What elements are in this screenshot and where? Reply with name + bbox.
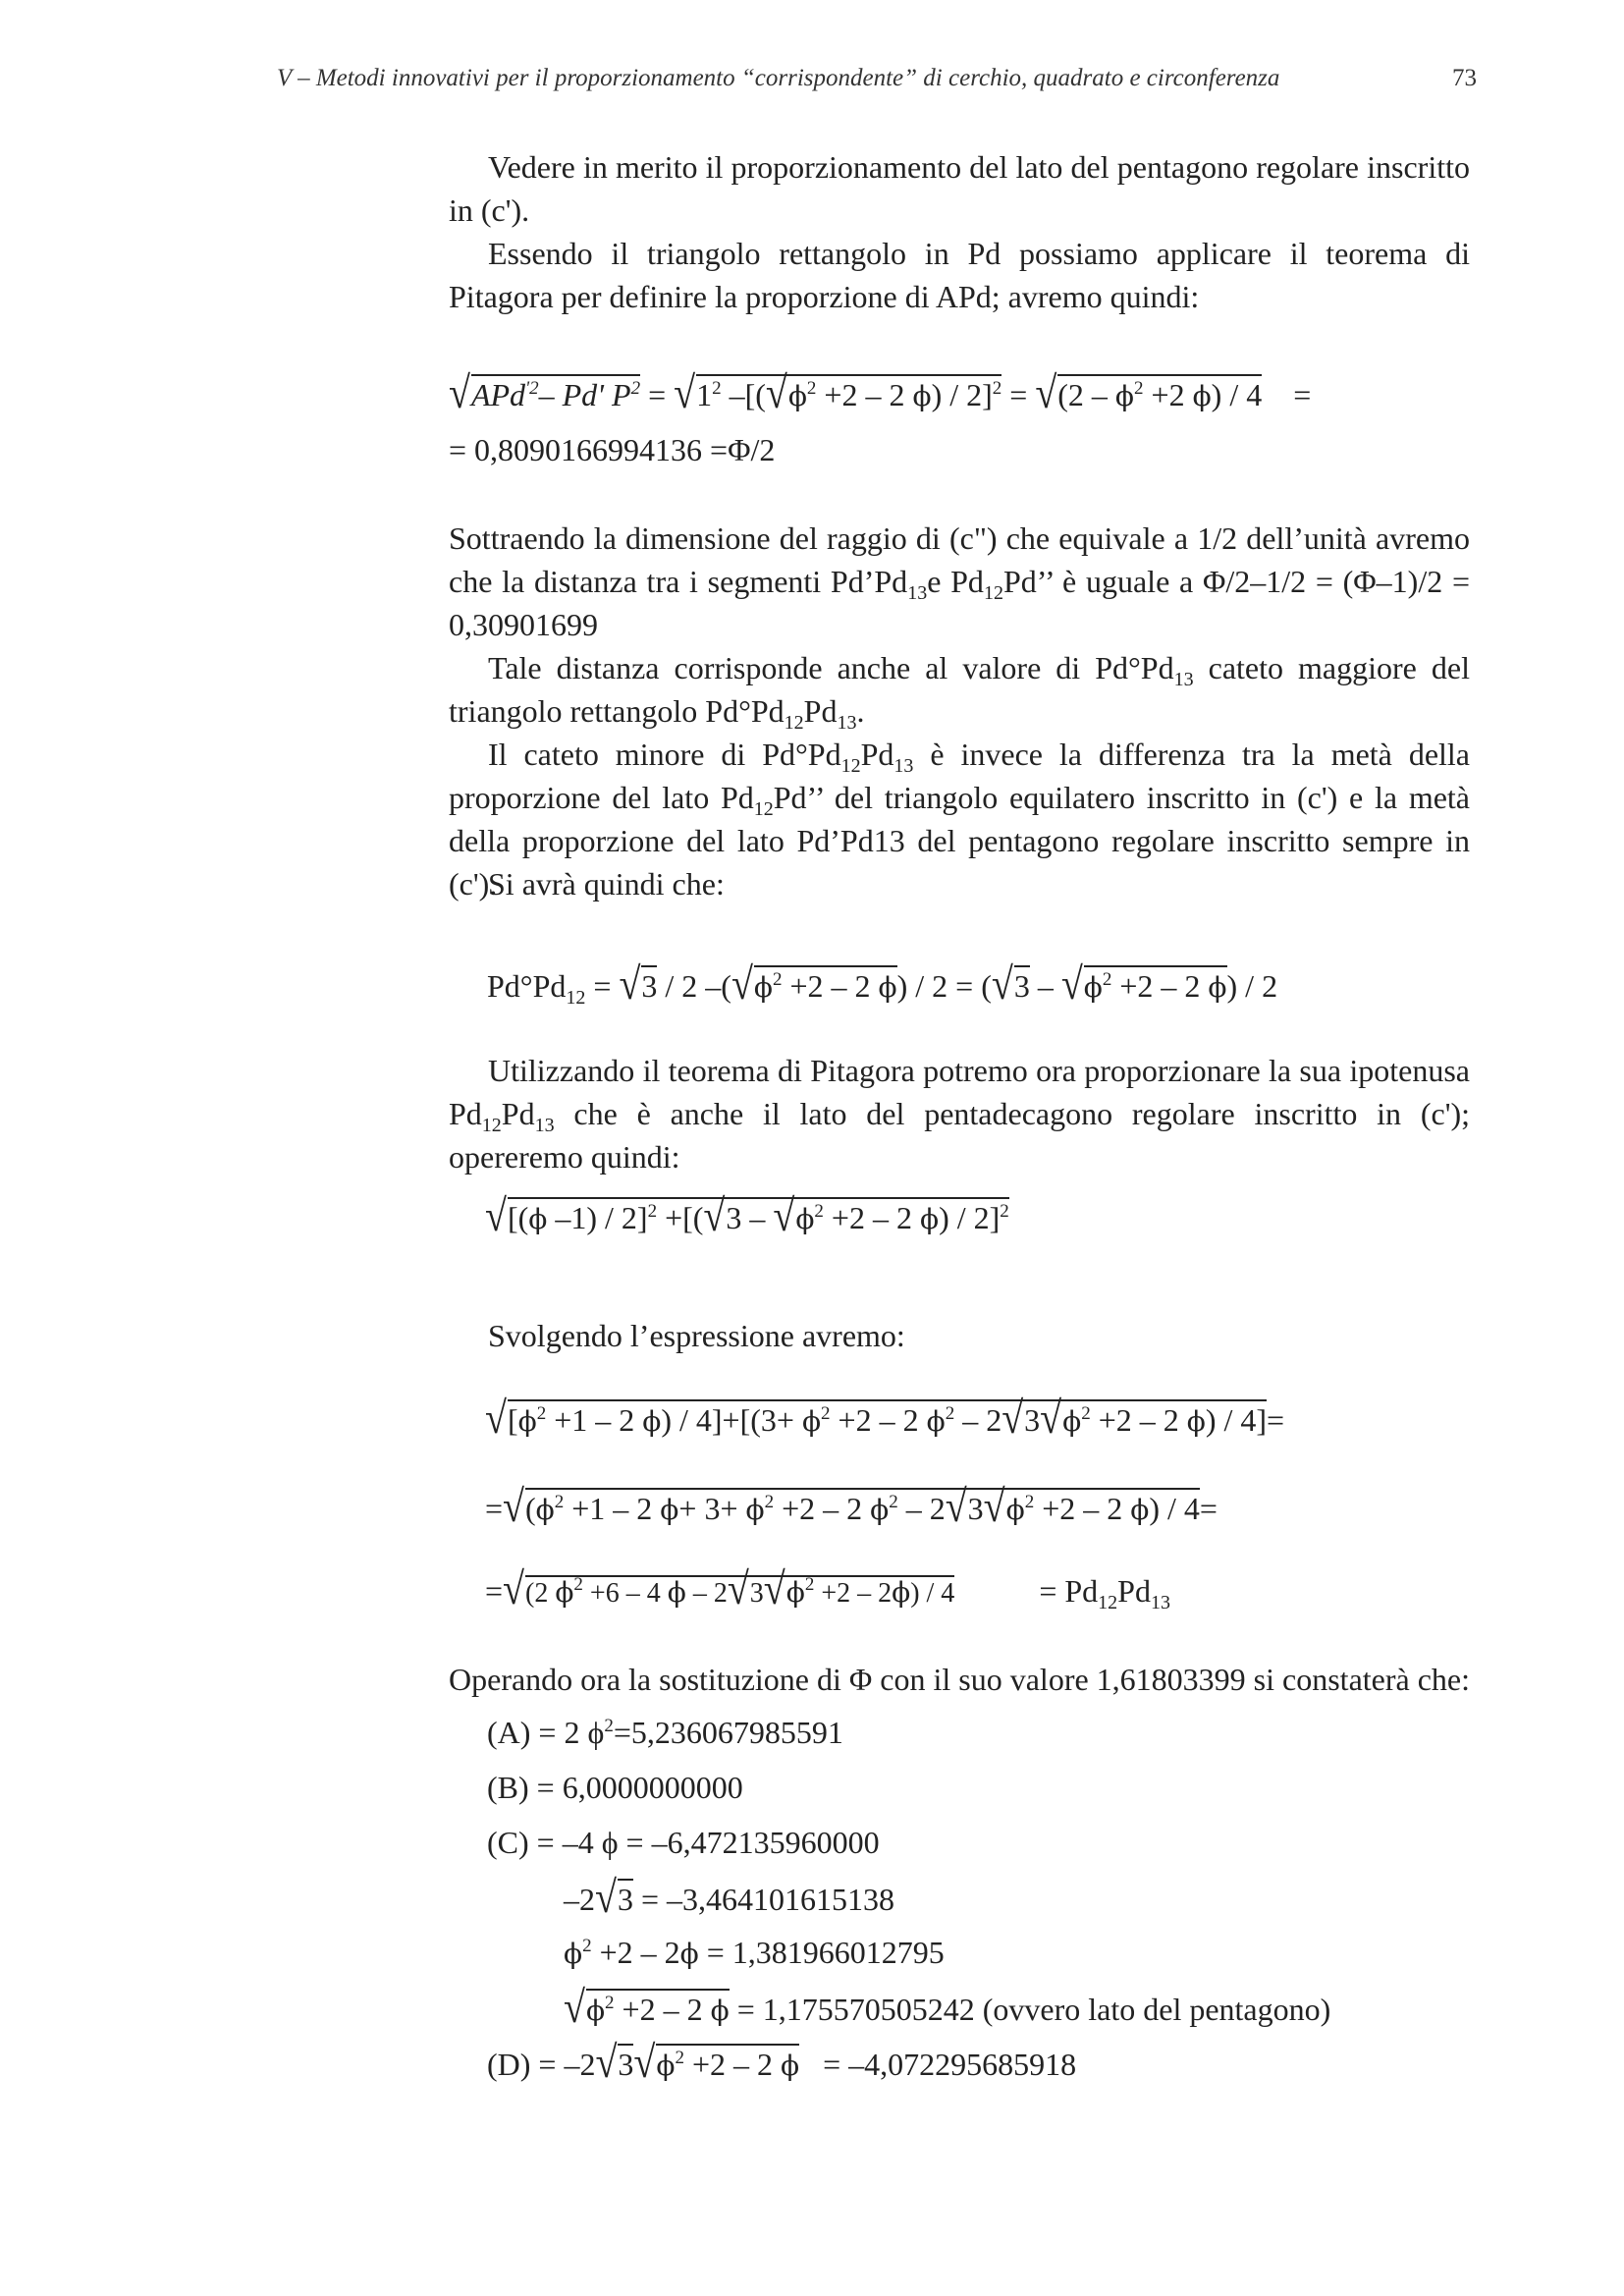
paragraph-4: Tale distanza corrisponde anche al valore di $Pd^\circ Pd_{13}$ cateto maggiore del triangolo rettangolo $Pd^\circ Pd_{12}Pd_{13}$. <box>449 650 1471 734</box>
paragraph-6: Si avrà quindi che: <box>488 866 725 902</box>
header-title: V – Metodi innovativi per il proporzionamento “corrispondente” di cerchio, quadrato e circonferenza <box>277 65 1280 91</box>
paragraph-8: Svolgendo l’espressione avremo: <box>488 1318 905 1353</box>
formula-pythagoras-apd: √APd$^{'2}$– Pd' $P^2 = √1^2$ $-[(√\phi^2 +2 - 2$ $\phi) / 2]^2 = √(2 - \phi^2 +2$ ϕ) / 4 = <box>449 366 1312 418</box>
paragraph-2: Essendo il triangolo rettangolo in Pd possiamo applicare il teorema di Pitagora per definire la proporzione di APd; avremo quindi: <box>449 236 1470 314</box>
formula-expansion-1: $√[\phi^2 +1 - 2$ $\phi) / 4]+[(3+ \phi^2 +2 - 2$ $\phi^2 - 2√3√\phi^2 +2 - 2$ ϕ) / 4]= <box>485 1392 1285 1444</box>
value-c4: $√\phi^2 +2 - 2$ ϕ = 1,175570505242 (ovvero lato del pentagono) <box>564 1981 1331 2033</box>
value-b: (B) = 6,0000000000 <box>487 1770 743 1805</box>
formula-expansion-3: =√(2 $\phi^2 +6 - 4$ $\phi - 2√3√\phi^2 +2 - 2\phi) / 4 = Pd_{12}Pd_{13}$ <box>485 1562 1170 1614</box>
page-number: 73 <box>1452 65 1477 91</box>
formula-1-result: = 0,8090166994136 =Φ/2 <box>449 432 776 467</box>
paragraph-1: Vedere in merito il proporzionamento del lato del pentagono regolare inscritto in (c'). <box>449 149 1470 228</box>
paragraph-3: Sottraendo la dimensione del raggio di (c") che equivale a 1/2 dell’unità avremo che la distanza tra i segmenti $Pd’Pd_{13}e$ $Pd_{12}Pd$’’ è uguale a Φ/2–1/2 = (Φ–1)/2 = 0,30901699 <box>449 520 1471 642</box>
value-c: (C) = –4 ϕ = –6,472135960000 <box>487 1825 880 1860</box>
formula-expansion-2: $=√(\phi^2 +1 - 2$ $\phi+ 3+ \phi^2 +2 - 2$ $\phi^2 - 2√3√\phi^2 +2 - 2$ ϕ) / 4= <box>485 1480 1218 1532</box>
formula-pd-pd12: $Pd^\circ Pd_{12} = √3 / 2$ $-(√\phi^2 +2 - 2$ $\phi) / 2 = (√3 - √\phi^2 +2 - 2$ ϕ) / 2 <box>487 957 1278 1010</box>
value-d: $(D) = -2√3√\phi^2 +2 - 2$ ϕ = –4,072295685918 <box>487 2036 1077 2088</box>
value-c3: $\phi^2 +2 - 2\phi = 1,381966012795$ <box>564 1935 945 1970</box>
formula-hypotenuse: √[(ϕ $-1) / 2]^2 +[(√3 - √\phi^2 +2 - 2$ ϕ) / 2]$^2$ <box>485 1189 1009 1241</box>
paragraph-5: Il cateto minore di $Pd^\circ Pd_{12}Pd_{13}$ è invece la differenza tra la metà della proporzione del lato $Pd_{12}Pd$’’ del triangolo equilatero inscritto in (c') e la metà della proporzione del lato Pd’Pd13 del pentagono regolare inscritto sempre in (c'). <box>449 737 1471 902</box>
paragraph-7: Utilizzando il teorema di Pitagora potremo ora proporzionare la sua ipotenusa $Pd_{12}Pd_{13}$ che è anche il lato del pentadecagono regolare inscritto in (c'); opereremo quindi: <box>449 1053 1470 1175</box>
value-a: (A) = 2 $\phi^2=5,236067985591$ <box>487 1715 843 1750</box>
paragraph-9: Operando ora la sostituzione di Φ con il suo valore 1,61803399 si constaterà che: <box>449 1662 1471 1697</box>
value-c2: –2√3 = –3,464101615138 <box>564 1871 894 1923</box>
